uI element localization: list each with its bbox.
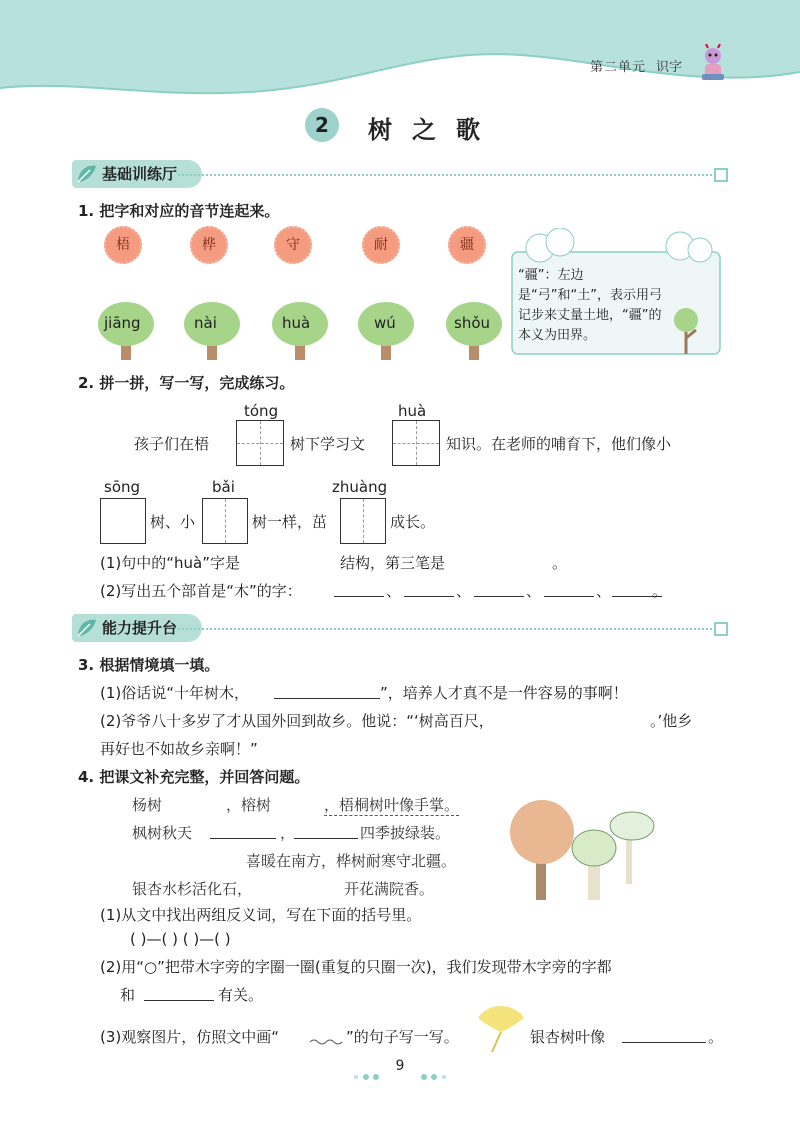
q1-prompt: 1. 把字和对应的音节连起来。 [78, 202, 280, 220]
answer-blank[interactable] [474, 582, 524, 597]
char-sun: 疆 [448, 226, 486, 264]
mascot-icon [696, 44, 730, 84]
q2-sentence: 孩子们在梧 [134, 435, 210, 453]
page-title: 树之歌 [368, 116, 500, 144]
pinyin-label: bǎi [212, 478, 235, 496]
tianzige-box[interactable] [100, 498, 146, 544]
period: 。 [652, 582, 668, 600]
char-sun: 耐 [362, 226, 400, 264]
header-wave [0, 0, 800, 110]
category-label: 识字 [656, 60, 683, 75]
separator: 、 [596, 582, 612, 600]
q4-sub1: (1)从文中找出两组反义词，写在下面的括号里。 [100, 906, 422, 924]
q2-sub1: (1)句中的“huà”字是 [100, 554, 240, 572]
answer-blank[interactable] [334, 582, 384, 597]
separator: 、 [386, 582, 402, 600]
pinyin-label: huà [398, 402, 427, 420]
q4-sub2: (2)用“○”把带木字旁的字圈一圈(重复的只圈一次)，我们发现带木字旁的字都 [100, 958, 612, 976]
q4-sub2: 有关。 [218, 986, 264, 1004]
separator: 、 [456, 582, 472, 600]
q3-line1: (1)俗话说“十年树木， [100, 684, 250, 702]
pinyin-label: jiāng [104, 314, 141, 332]
tianzige-box[interactable] [202, 498, 248, 544]
poem-line: 四季披绿装。 [360, 824, 451, 842]
poem-line: 枫树秋天 [132, 824, 193, 842]
char-sun: 守 [274, 226, 312, 264]
answer-blank[interactable] [210, 824, 276, 839]
pinyin-label: tóng [244, 402, 279, 420]
q2-sub2: (2)写出五个部首是“木”的字： [100, 582, 302, 600]
poem-line: ， [280, 824, 296, 842]
q2-sentence: 树下学习文 [290, 435, 366, 453]
section-divider [178, 628, 712, 630]
page-number: 9 [395, 1058, 405, 1074]
section-divider [178, 174, 712, 176]
q2-sentence: 成长。 [390, 513, 436, 531]
section-leaf-icon [74, 162, 100, 186]
q4-sub3: ”的句子写一写。 [346, 1028, 459, 1046]
page-dots-left [352, 1066, 382, 1074]
answer-blank[interactable] [144, 986, 214, 1001]
poem-line: 银杏水杉活化石， [132, 880, 253, 898]
q4-sub3: 。 [708, 1028, 724, 1046]
tianzige-box[interactable] [236, 420, 284, 466]
separator: 、 [526, 582, 542, 600]
page-dots-right [418, 1066, 448, 1074]
section-leaf-icon [74, 616, 100, 640]
ginkgo-leaf-icon [474, 1004, 528, 1054]
section-basic: 基础训练厅 [72, 160, 202, 188]
q2-prompt: 2. 拼一拼，写一写，完成练习。 [78, 374, 295, 392]
q2-sub1: 结构，第三笔是 [340, 554, 446, 572]
tianzige-box[interactable] [392, 420, 440, 466]
poem-line: ，榕树 [226, 796, 272, 814]
char-sun: 桦 [190, 226, 228, 264]
pinyin-label: huà [282, 314, 311, 332]
section-end-box [714, 168, 728, 182]
q4-sub3: 银杏树叶像 [530, 1028, 606, 1046]
poem-line: 喜暖在南方，桦树耐寒守北疆。 [246, 852, 457, 870]
answer-blank[interactable] [622, 1028, 706, 1043]
answer-blank[interactable] [404, 582, 454, 597]
poem-line: 开花满院香。 [344, 880, 435, 898]
section-end-box [714, 622, 728, 636]
q3-line2: (2)爷爷八十多岁了才从国外回到故乡。他说：“‘树高百尺， [100, 712, 494, 730]
answer-blank[interactable] [274, 684, 380, 699]
q2-sentence: 知识。在老师的哺育下，他们像小 [446, 435, 672, 453]
pinyin-label: zhuàng [332, 478, 388, 496]
q4-sub2: 和 [120, 986, 136, 1004]
q2-sentence: 树、小 [150, 513, 196, 531]
wavy-underline [308, 1036, 348, 1046]
pinyin-label: sōng [104, 478, 141, 496]
q4-sub3: (3)观察图片，仿照文中画“ [100, 1028, 280, 1046]
trees-illustration [508, 794, 658, 904]
pinyin-label: wú [374, 314, 396, 332]
antonym-pairs[interactable]: ( )—( ) ( )—( ) [130, 930, 231, 948]
poem-line: ，梧桐树叶像手掌。 [324, 796, 460, 814]
poem-line: 杨树 [132, 796, 163, 814]
q3-prompt: 3. 根据情境填一填。 [78, 656, 220, 674]
q2-sentence: 树一样，茁 [252, 513, 328, 531]
unit-label: 第二单元 [590, 60, 647, 75]
q3-line1: ”，培养人才真不是一件容易的事啊！ [380, 684, 628, 702]
q3-line2: 。’他乡 [650, 712, 693, 730]
section-ability: 能力提升台 [72, 614, 202, 642]
q4-prompt: 4. 把课文补充完整，并回答问题。 [78, 768, 310, 786]
lesson-number: 2 [305, 108, 339, 142]
tianzige-box[interactable] [340, 498, 386, 544]
pinyin-label: shǒu [454, 314, 491, 332]
note-text: “疆”：左边是“弓”和“土”，表示用弓记步来丈量土地，“疆”的本义为田界。 [518, 268, 662, 343]
q3-line2: 再好也不如故乡亲啊！” [100, 740, 258, 758]
char-sun: 梧 [104, 226, 142, 264]
pinyin-label: nài [194, 314, 217, 332]
q2-sub1: 。 [552, 554, 568, 572]
answer-blank[interactable] [544, 582, 594, 597]
answer-blank[interactable] [294, 824, 358, 839]
